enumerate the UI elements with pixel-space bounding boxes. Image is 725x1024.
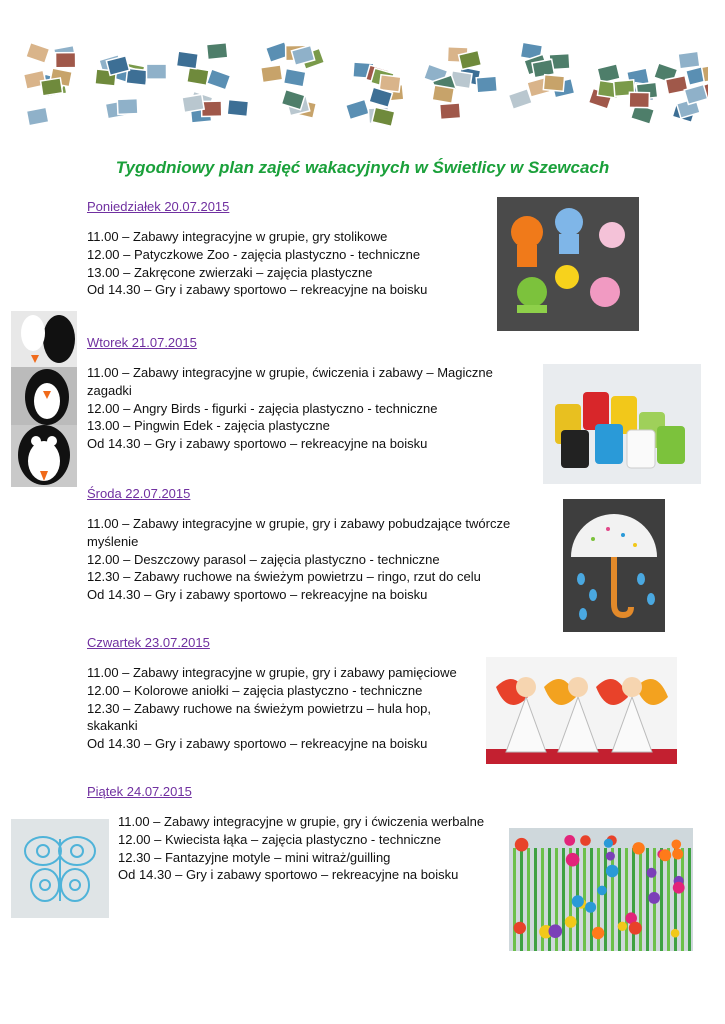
day-schedule-friday: [118, 813, 484, 884]
banner-collage: [8, 38, 708, 130]
schedule-line: 13.00 – Pingwin Edek - zajęcia plastyczne: [87, 418, 330, 434]
schedule-line: Od 14.30 – Gry i zabawy sportowo – rekreacyjne na boisku: [87, 436, 428, 452]
day-heading-friday: Piątek 24.07.2015: [87, 784, 192, 799]
paper-penguin-photo: [11, 311, 77, 487]
day-schedule-thursday: [87, 664, 457, 753]
schedule-line: 12.00 – Angry Birds - figurki - zajęcia plastyczno - techniczne: [87, 400, 438, 416]
schedule-line: 12.00 – Patyczkowe Zoo - zajęcia plastyczno - techniczne: [87, 246, 421, 262]
schedule-line: Od 14.30 – Gry i zabawy sportowo – rekreacyjne na boisku: [87, 282, 428, 298]
paper-angels-photo: [486, 657, 677, 764]
day-heading-tuesday: Wtorek 21.07.2015: [87, 335, 197, 350]
schedule-line: 13.00 – Zakręcone zwierzaki – zajęcia plastyczne: [87, 264, 373, 280]
schedule-line: 11.00 – Zabawy integracyjne w grupie, gry i zabawy pamięciowe: [87, 665, 457, 680]
schedule-line: 12.30 – Zabawy ruchowe na świeżym powietrzu – hula hop,: [87, 700, 431, 716]
day-schedule-tuesday: [87, 364, 493, 453]
schedule-line: 12.30 – Zabawy ruchowe na świeżym powietrzu – ringo, rzut do celu: [87, 569, 481, 585]
page-title: Tygodniowy plan zajęć wakacyjnych w Świetlicy w Szewcach: [115, 158, 610, 177]
schedule-line: Od 14.30 – Gry i zabawy sportowo – rekreacyjne na boisku: [118, 867, 459, 883]
schedule-line: 11.00 – Zabawy integracyjne w grupie, ćwiczenia i zabawy – Magiczne: [87, 365, 493, 380]
schedule-line: 12.00 – Deszczowy parasol – zajęcia plastyczno - techniczne: [87, 551, 440, 567]
day-schedule-monday: [87, 228, 427, 299]
flower-meadow-photo: [509, 828, 693, 951]
schedule-line: zagadki: [87, 382, 132, 398]
angry-birds-rolls-photo: [543, 364, 701, 484]
schedule-line: skakanki: [87, 718, 138, 734]
day-heading-wednesday: Środa 22.07.2015: [87, 486, 191, 501]
schedule-line: 11.00 – Zabawy integracyjne w grupie, gry i zabawy pobudzające twórcze: [87, 516, 511, 531]
day-schedule-wednesday: [87, 515, 510, 604]
paper-plate-umbrella-photo: [563, 499, 665, 632]
day-heading-thursday: Czwartek 23.07.2015: [87, 635, 210, 650]
schedule-line: 11.00 – Zabawy integracyjne w grupie, gry stolikowe: [87, 229, 388, 244]
schedule-line: 12.00 – Kolorowe aniołki – zajęcia plastyczno - techniczne: [87, 682, 423, 698]
schedule-line: myślenie: [87, 533, 139, 549]
schedule-line: 12.00 – Kwiecista łąka – zajęcia plastyczno - techniczne: [118, 831, 442, 847]
schedule-line: Od 14.30 – Gry i zabawy sportowo – rekreacyjne na boisku: [87, 587, 428, 603]
schedule-line: 12.30 – Fantazyjne motyle – mini witraż/guilling: [118, 849, 391, 865]
schedule-line: Od 14.30 – Gry i zabawy sportowo – rekreacyjne na boisku: [87, 736, 428, 752]
schedule-line: 11.00 – Zabawy integracyjne w grupie, gry i ćwiczenia werbalne: [118, 814, 485, 829]
quilled-animals-photo: [497, 197, 639, 331]
quilled-butterfly-photo: [11, 819, 109, 918]
day-heading-monday: Poniedziałek 20.07.2015: [87, 199, 230, 214]
